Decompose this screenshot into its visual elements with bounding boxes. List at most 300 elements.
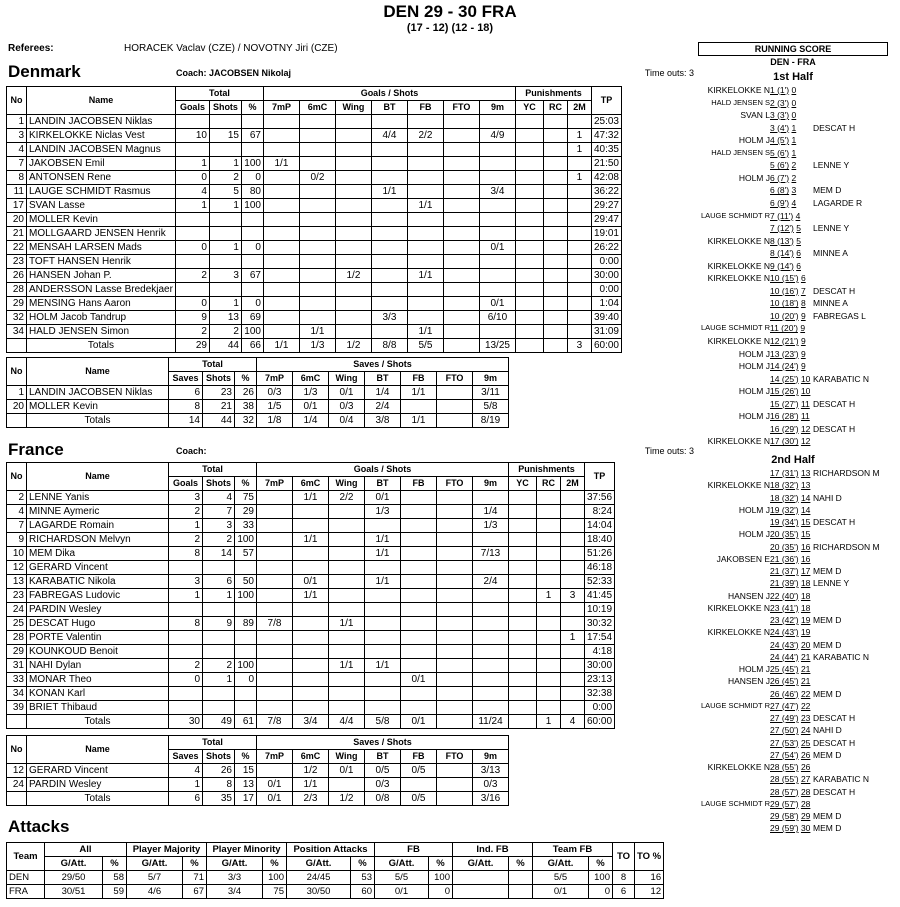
score-event bbox=[0, 626, 900, 638]
stat-cell: 1 bbox=[567, 129, 591, 143]
coach-denmark: Coach: JACOBSEN Nikolaj bbox=[176, 68, 292, 78]
player-name: LAUGE SCHMIDT Rasmus bbox=[27, 185, 176, 199]
score-den: 23 (41') bbox=[770, 602, 799, 613]
player-name: TOFT HANSEN Henrik bbox=[27, 255, 176, 269]
scorer-den: HANSEN J bbox=[727, 590, 770, 601]
score-fra: 1 bbox=[791, 135, 797, 146]
col-header: % bbox=[235, 750, 257, 764]
col-header: 9m bbox=[473, 372, 509, 386]
stat-cell: 80 bbox=[241, 185, 263, 199]
col-header: % bbox=[183, 857, 207, 871]
stat-cell: 0 bbox=[175, 171, 209, 185]
player-name: MEM Dika bbox=[27, 547, 169, 561]
col-goals-shots: Goals / Shots bbox=[263, 87, 515, 101]
stat-cell: 1 bbox=[175, 199, 209, 213]
score-den: 12 (21') bbox=[770, 336, 799, 346]
col-header: Wing bbox=[329, 477, 365, 491]
scorer-fra: LENNE Y bbox=[813, 223, 850, 234]
player-name: LENNE Yanis bbox=[27, 491, 169, 505]
score-value bbox=[770, 260, 810, 272]
stat-cell: 1/3 bbox=[473, 519, 509, 533]
stat-cell: 67 bbox=[241, 129, 263, 143]
col-header: Wing bbox=[329, 750, 365, 764]
stat-cell: 75 bbox=[263, 885, 287, 899]
stat-cell: 31 bbox=[7, 659, 27, 673]
score-value bbox=[770, 310, 810, 322]
scorer-den: HOLM J bbox=[738, 411, 770, 422]
scorer-fra: MEM D bbox=[813, 823, 842, 834]
scorer-fra: DESCAT H bbox=[813, 517, 856, 527]
totals-label: Totals bbox=[27, 715, 169, 729]
stat-cell: 51:26 bbox=[585, 547, 615, 561]
score-event bbox=[0, 147, 900, 159]
score-event bbox=[0, 134, 900, 146]
scorer-den: HOLM J bbox=[738, 529, 770, 540]
player-name: MENSAH LARSEN Mads bbox=[27, 241, 176, 255]
player-name: FABREGAS Ludovic bbox=[27, 589, 169, 603]
stat-cell: 30:00 bbox=[585, 659, 615, 673]
stat-cell: 3 bbox=[7, 129, 27, 143]
stat-cell: 6 bbox=[203, 575, 235, 589]
score-fra: 18 bbox=[800, 590, 811, 601]
score-event bbox=[0, 675, 900, 687]
referees-label: Referees: bbox=[8, 43, 54, 54]
stat-cell: 100 bbox=[241, 325, 263, 339]
stat-cell: 1/1 bbox=[293, 589, 329, 603]
stat-cell: 57 bbox=[235, 547, 257, 561]
score-value bbox=[770, 786, 810, 798]
score-value bbox=[770, 504, 810, 516]
stat-cell: 2 bbox=[209, 171, 241, 185]
score-fra: 25 bbox=[800, 737, 811, 748]
score-fra: 3 bbox=[791, 185, 797, 196]
stat-cell: 6/10 bbox=[479, 311, 515, 325]
stat-cell: 4 bbox=[203, 491, 235, 505]
player-name: MENSING Hans Aaron bbox=[27, 297, 176, 311]
score-value bbox=[770, 247, 810, 259]
score-value bbox=[770, 626, 810, 638]
stat-cell: 29/50 bbox=[45, 871, 103, 885]
player-name: NAHI Dylan bbox=[27, 659, 169, 673]
player-name: ANTONSEN Rene bbox=[27, 171, 176, 185]
stat-cell: 69 bbox=[241, 311, 263, 325]
stat-cell: 1/4 bbox=[365, 386, 401, 400]
stat-cell: 4 bbox=[175, 185, 209, 199]
stat-cell: 2/2 bbox=[329, 491, 365, 505]
stat-cell: 0 bbox=[589, 885, 613, 899]
stat-cell: 1 bbox=[209, 199, 241, 213]
score-den: 29 (58') bbox=[770, 811, 799, 821]
score-fra: 13 bbox=[800, 480, 811, 491]
score-fra: 5 bbox=[796, 223, 801, 234]
stat-cell: 1/2 bbox=[329, 792, 365, 806]
stat-cell: 7 bbox=[7, 519, 27, 533]
stat-cell: 8 bbox=[169, 400, 203, 414]
score-den: 15 (26') bbox=[770, 386, 799, 397]
score-event bbox=[0, 504, 900, 516]
stat-cell: 21 bbox=[203, 400, 235, 414]
score-fra: 9 bbox=[800, 336, 806, 346]
score-den: 23 (42') bbox=[770, 615, 799, 625]
score-event bbox=[0, 159, 900, 171]
col-header: 9m bbox=[473, 750, 509, 764]
score-fra: 14 bbox=[800, 504, 811, 515]
score-den: 14 (25') bbox=[770, 373, 799, 384]
score-value bbox=[770, 172, 810, 184]
stat-cell: 0:00 bbox=[585, 701, 615, 715]
score-fra: 5 bbox=[796, 235, 801, 246]
col-to-pct: TO % bbox=[635, 843, 664, 871]
stat-cell: 6 bbox=[613, 885, 635, 899]
score-event bbox=[0, 810, 900, 822]
stat-cell: 7 bbox=[203, 505, 235, 519]
score-event bbox=[0, 602, 900, 614]
stat-cell: 4/4 bbox=[371, 129, 407, 143]
stat-cell: 1 bbox=[169, 589, 203, 603]
running-score-sub: DEN - FRA bbox=[770, 57, 816, 67]
stat-cell: 12 bbox=[7, 561, 27, 575]
stat-cell: 0 bbox=[235, 673, 257, 687]
stat-cell: 19:01 bbox=[591, 227, 621, 241]
score-fra: 22 bbox=[800, 688, 811, 699]
score-value bbox=[770, 210, 810, 222]
score-den: 3 (4') bbox=[770, 122, 790, 133]
scorer-fra: DESCAT H bbox=[813, 713, 856, 723]
col-header: % bbox=[235, 372, 257, 386]
scorer-den: LAUGE SCHMIDT R bbox=[700, 323, 770, 333]
stat-cell: 0/1 bbox=[479, 297, 515, 311]
stat-cell: 2 bbox=[7, 491, 27, 505]
score-den: 27 (54') bbox=[770, 749, 799, 760]
score-value bbox=[770, 675, 810, 687]
stat-cell: 5/8 bbox=[365, 715, 401, 729]
stat-cell: 5/5 bbox=[375, 871, 429, 885]
scorer-den: HOLM J bbox=[738, 135, 770, 146]
col-group: Position Attacks bbox=[287, 843, 375, 857]
score-event bbox=[0, 373, 900, 385]
score-fra: 21 bbox=[800, 664, 811, 674]
score-event bbox=[0, 398, 900, 410]
scorer-den: HOLM J bbox=[738, 664, 770, 674]
score-event bbox=[0, 360, 900, 372]
stat-cell: 30/50 bbox=[287, 885, 351, 899]
stat-cell: 1/2 bbox=[335, 269, 371, 283]
stat-cell: 1/1 bbox=[293, 533, 329, 547]
stat-cell: 14 bbox=[169, 414, 203, 428]
score-fra: 17 bbox=[800, 566, 811, 576]
col-header: Shots bbox=[203, 750, 235, 764]
col-header: 7mP bbox=[257, 372, 293, 386]
totals-label: Totals bbox=[27, 792, 169, 806]
stat-cell: 30:00 bbox=[591, 269, 621, 283]
score-fra: 22 bbox=[800, 700, 811, 711]
stat-cell: 1 bbox=[537, 589, 561, 603]
col-header: FB bbox=[401, 477, 437, 491]
stat-cell: 0/8 bbox=[365, 792, 401, 806]
stat-cell: 15 bbox=[235, 764, 257, 778]
stat-cell: 4 bbox=[561, 715, 585, 729]
score-value bbox=[770, 639, 810, 651]
score-fra: 10 bbox=[800, 373, 811, 384]
score-den: 8 (14') bbox=[770, 248, 794, 259]
col-header: RC bbox=[537, 477, 561, 491]
score-value bbox=[770, 651, 810, 663]
col-header: Wing bbox=[335, 101, 371, 115]
score-fra: 28 bbox=[800, 786, 811, 797]
stat-cell: 0/2 bbox=[299, 171, 335, 185]
stat-cell: 2/4 bbox=[365, 400, 401, 414]
score-fra: 18 bbox=[800, 578, 811, 589]
score-value bbox=[770, 773, 810, 785]
score-den: 10 (18') bbox=[770, 298, 799, 309]
col-goals-shots: Goals / Shots bbox=[257, 463, 509, 477]
stat-cell: 0/1 bbox=[293, 400, 329, 414]
score-fra: 26 bbox=[800, 749, 811, 760]
stat-cell: 0/1 bbox=[401, 715, 437, 729]
score-fra: 27 bbox=[800, 774, 811, 785]
stat-cell: 16 bbox=[635, 871, 664, 885]
stat-cell: 20 bbox=[7, 400, 27, 414]
scorer-den: HOLM J bbox=[738, 348, 770, 359]
stat-cell: 3/13 bbox=[473, 764, 509, 778]
scorer-den: LAUGE SCHMIDT R bbox=[700, 700, 770, 710]
col-header: % bbox=[351, 857, 375, 871]
score-event bbox=[0, 688, 900, 700]
col-header: % bbox=[103, 857, 127, 871]
scorer-den: KIRKELOKKE N bbox=[707, 436, 770, 447]
stat-cell: 47:32 bbox=[591, 129, 621, 143]
scorer-fra: DESCAT H bbox=[813, 398, 856, 409]
col-header: Goals bbox=[175, 101, 209, 115]
scorer-fra: NAHI D bbox=[813, 725, 842, 736]
score-fra: 10 bbox=[800, 386, 811, 397]
stat-cell: 39:40 bbox=[591, 311, 621, 325]
table-row bbox=[7, 871, 664, 885]
score-den: 8 (13') bbox=[770, 235, 794, 246]
stat-cell: 60:00 bbox=[591, 339, 621, 353]
stat-cell: 23 bbox=[7, 589, 27, 603]
stat-cell: 8 bbox=[7, 171, 27, 185]
score-event bbox=[0, 467, 900, 479]
score-fra: 16 bbox=[800, 553, 811, 564]
stat-cell: 1 bbox=[169, 519, 203, 533]
score-den: 7 (12') bbox=[770, 223, 794, 234]
score-fra: 11 bbox=[800, 411, 810, 422]
col-tp: TP bbox=[585, 463, 615, 491]
stat-cell: 0 bbox=[241, 297, 263, 311]
score-den: 28 (57') bbox=[770, 786, 799, 797]
stat-cell: 8/19 bbox=[473, 414, 509, 428]
stat-cell: 1/1 bbox=[407, 269, 443, 283]
col-header: % bbox=[263, 857, 287, 871]
stat-cell: 0/1 bbox=[329, 386, 365, 400]
score-den: 24 (43') bbox=[770, 639, 799, 650]
score-event bbox=[0, 272, 900, 284]
col-header: FTO bbox=[437, 750, 473, 764]
col-header: FB bbox=[407, 101, 443, 115]
stat-cell: 1 bbox=[567, 171, 591, 185]
stat-cell: 13 bbox=[7, 575, 27, 589]
stat-cell: 5/5 bbox=[407, 339, 443, 353]
stat-cell: 0/1 bbox=[293, 575, 329, 589]
score-den: 27 (49') bbox=[770, 713, 799, 723]
stat-cell: 8 bbox=[203, 778, 235, 792]
score-event bbox=[0, 639, 900, 651]
match-title: DEN 29 - 30 FRA bbox=[383, 2, 517, 21]
col-name: Name bbox=[27, 736, 169, 764]
score-event bbox=[0, 423, 900, 435]
stat-cell: 3 bbox=[169, 491, 203, 505]
stat-cell: 1/1 bbox=[263, 339, 299, 353]
stat-cell: 4/9 bbox=[479, 129, 515, 143]
stat-cell: 1/1 bbox=[365, 533, 401, 547]
stat-cell: 7 bbox=[7, 157, 27, 171]
col-header: % bbox=[429, 857, 453, 871]
stat-cell: 4 bbox=[7, 143, 27, 157]
score-fra: 21 bbox=[800, 676, 811, 687]
score-den: 25 (45') bbox=[770, 664, 799, 674]
scorer-fra: RICHARDSON M bbox=[813, 468, 880, 478]
stat-cell: 15 bbox=[209, 129, 241, 143]
score-event bbox=[0, 614, 900, 626]
scorer-fra: LENNE Y bbox=[813, 578, 850, 589]
stat-cell: 1/8 bbox=[257, 414, 293, 428]
score-value bbox=[770, 614, 810, 626]
stat-cell: 4:18 bbox=[585, 645, 615, 659]
stat-cell: 32 bbox=[7, 311, 27, 325]
score-fra: 2 bbox=[791, 172, 797, 183]
score-event bbox=[0, 109, 900, 121]
score-fra: 12 bbox=[800, 436, 811, 447]
stat-cell: 0:00 bbox=[591, 283, 621, 297]
score-event bbox=[0, 553, 900, 565]
score-fra: 21 bbox=[800, 651, 811, 662]
col-header: 6mC bbox=[293, 372, 329, 386]
score-fra: 7 bbox=[800, 285, 806, 296]
score-event bbox=[0, 577, 900, 589]
score-fra: 23 bbox=[800, 713, 811, 723]
scorer-den: HOLM J bbox=[738, 172, 770, 183]
stat-cell: 100 bbox=[241, 199, 263, 213]
stat-cell: 36:22 bbox=[591, 185, 621, 199]
score-fra: 6 bbox=[796, 248, 801, 259]
score-value bbox=[770, 822, 810, 834]
stat-cell: 23 bbox=[203, 386, 235, 400]
stat-cell: 3/8 bbox=[365, 414, 401, 428]
col-no: No bbox=[7, 736, 27, 764]
stat-cell: 34 bbox=[7, 325, 27, 339]
col-header: FTO bbox=[437, 477, 473, 491]
score-event bbox=[0, 712, 900, 724]
score-value bbox=[770, 553, 810, 565]
stat-cell: 61 bbox=[235, 715, 257, 729]
stat-cell: 1/1 bbox=[407, 325, 443, 339]
stat-cell: 0/1 bbox=[257, 778, 293, 792]
score-den: 16 (28') bbox=[770, 411, 799, 422]
col-header: 2M bbox=[567, 101, 591, 115]
score-den: 24 (43') bbox=[770, 627, 799, 638]
score-fra: 19 bbox=[800, 615, 811, 625]
score-event bbox=[0, 492, 900, 504]
score-value bbox=[770, 360, 810, 372]
stat-cell: 60:00 bbox=[585, 715, 615, 729]
stat-cell: 1/1 bbox=[293, 491, 329, 505]
player-name: PORTE Valentin bbox=[27, 631, 169, 645]
score-event bbox=[0, 590, 900, 602]
stat-cell: 1/1 bbox=[365, 659, 401, 673]
score-fra: 9 bbox=[800, 310, 806, 321]
stat-cell: 30:32 bbox=[585, 617, 615, 631]
score-fra: 0 bbox=[791, 97, 797, 108]
col-total: Total bbox=[175, 87, 263, 101]
stat-cell: 4/6 bbox=[127, 885, 183, 899]
score-event bbox=[0, 435, 900, 447]
score-den: 20 (35') bbox=[770, 529, 799, 540]
stat-cell: 67 bbox=[241, 269, 263, 283]
score-event bbox=[0, 310, 900, 322]
team-name-france: France bbox=[8, 440, 64, 459]
score-event bbox=[0, 737, 900, 749]
scorer-den: HOLM J bbox=[738, 361, 770, 372]
scorer-fra: MINNE A bbox=[813, 248, 848, 259]
stat-cell: 32 bbox=[235, 414, 257, 428]
score-value bbox=[770, 385, 810, 397]
stat-cell: 1/1 bbox=[371, 185, 407, 199]
stat-cell: 5 bbox=[209, 185, 241, 199]
second-half-label: 2nd Half bbox=[771, 454, 815, 466]
stat-cell: 26 bbox=[7, 269, 27, 283]
stat-cell: 3 bbox=[209, 269, 241, 283]
score-event bbox=[0, 663, 900, 675]
scorer-fra: MEM D bbox=[813, 639, 842, 650]
stat-cell: 53 bbox=[351, 871, 375, 885]
stat-cell: 1 bbox=[169, 778, 203, 792]
score-fra: 26 bbox=[800, 762, 811, 772]
col-group: Player Minority bbox=[207, 843, 287, 857]
score-den: 21 (36') bbox=[770, 553, 799, 564]
score-fra: 6 bbox=[800, 273, 806, 284]
score-den: 2 (3') bbox=[770, 97, 790, 108]
stat-cell: 18:40 bbox=[585, 533, 615, 547]
scorer-den: SVAN L bbox=[740, 110, 770, 121]
stat-cell: 1/1 bbox=[401, 386, 437, 400]
score-fra: 12 bbox=[800, 423, 811, 434]
col-group: Ind. FB bbox=[453, 843, 533, 857]
stat-cell: 1 bbox=[7, 386, 27, 400]
score-value bbox=[770, 398, 810, 410]
stat-cell: 21 bbox=[7, 227, 27, 241]
first-half-label: 1st Half bbox=[773, 71, 813, 83]
stat-cell: 4 bbox=[7, 505, 27, 519]
scorer-fra: KARABATIC N bbox=[813, 774, 870, 785]
score-value bbox=[770, 528, 810, 540]
stat-cell: 52:33 bbox=[585, 575, 615, 589]
stat-cell: 34 bbox=[7, 687, 27, 701]
stat-cell: 7/8 bbox=[257, 617, 293, 631]
player-name: MOLLER Kevin bbox=[27, 400, 169, 414]
score-event bbox=[0, 528, 900, 540]
stat-cell bbox=[453, 871, 509, 885]
score-event bbox=[0, 773, 900, 785]
stat-cell: 0/1 bbox=[365, 491, 401, 505]
stat-cell: 26 bbox=[235, 386, 257, 400]
col-header: Saves bbox=[169, 750, 203, 764]
col-header: Shots bbox=[203, 372, 235, 386]
stat-cell: 1 bbox=[537, 715, 561, 729]
col-header: 6mC bbox=[293, 750, 329, 764]
player-name: JAKOBSEN Emil bbox=[27, 157, 176, 171]
col-header: YC bbox=[515, 101, 543, 115]
